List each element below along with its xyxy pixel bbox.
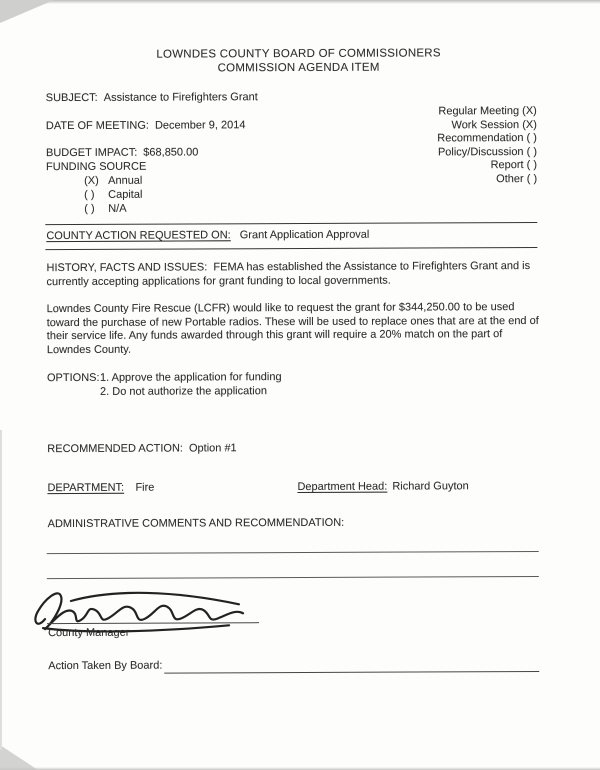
funding-option-na xyxy=(84,203,126,217)
county-action-label: COUNTY ACTION REQUESTED ON: xyxy=(46,229,231,243)
comment-line-1 xyxy=(47,551,539,554)
divider-line-bottom xyxy=(45,247,537,250)
budget-label: BUDGET IMPACT: xyxy=(45,146,138,160)
action-taken-label: Action Taken By Board: xyxy=(48,659,163,673)
funding-na-checkbox: ( ) xyxy=(84,202,95,215)
divider-line-top xyxy=(45,222,537,225)
option-2: 2. Do not authorize the application xyxy=(99,384,268,398)
department-head-group xyxy=(297,480,468,494)
funding-capital-checkbox: ( ) xyxy=(84,188,95,201)
options-label: OPTIONS: xyxy=(46,371,100,385)
department-label: DEPARTMENT: xyxy=(47,481,125,495)
option-1: 1. Approve the application for funding xyxy=(99,371,282,384)
meeting-type-recommendation: Recommendation ( ) xyxy=(437,131,537,145)
meeting-type-regular: Regular Meeting (X) xyxy=(438,104,537,118)
title-line-2: COMMISSION AGENDA ITEM xyxy=(217,61,380,75)
admin-comments-label: ADMINISTRATIVE COMMENTS AND RECOMMENDATION: xyxy=(47,516,345,531)
department-head-value: Richard Guyton xyxy=(392,480,469,493)
department-head-label: Department Head: xyxy=(297,480,388,494)
history-paragraph-1: HISTORY, FACTS AND ISSUES: FEMA has established the Assistance to Firefighters Grant and is currently accepting applications for grant funding to local governments. xyxy=(46,259,534,288)
subject-row xyxy=(46,91,258,105)
meeting-type-other: Other ( ) xyxy=(496,172,538,185)
county-action-row xyxy=(46,229,369,244)
document-title xyxy=(0,46,599,77)
title-line-1: LOWNDES COUNTY BOARD OF COMMISSIONERS xyxy=(156,47,441,61)
funding-annual-label: Annual xyxy=(108,174,143,187)
funding-source-label: FUNDING SOURCE xyxy=(46,160,147,174)
department-row xyxy=(0,480,600,497)
department-value: Fire xyxy=(135,481,155,494)
subject-label: SUBJECT: xyxy=(45,91,98,105)
options-row xyxy=(47,371,282,399)
date-row xyxy=(46,119,246,133)
options-list xyxy=(100,371,282,399)
meeting-type-policy-discussion: Policy/Discussion ( ) xyxy=(437,145,538,158)
county-manager-title: County Manager xyxy=(48,626,130,640)
history-paragraph-2: Lowndes County Fire Rescue (LCFR) would like to request the grant for $344,250.00 to be used toward the purchase of new Portable radios. These will be used to replace ones that are at the end of their service life. Any funds awarded through this grant will require a 20% match on the part of Lowndes County. xyxy=(46,301,542,356)
date-value: December 9, 2014 xyxy=(154,119,246,132)
funding-na-label: N/A xyxy=(108,202,127,215)
meeting-type-report: Report ( ) xyxy=(490,158,538,172)
county-action-value: Grant Application Approval xyxy=(239,228,370,242)
funding-capital-label: Capital xyxy=(108,188,143,201)
meeting-type-work-session: Work Session (X) xyxy=(451,118,537,131)
funding-option-annual xyxy=(84,175,142,189)
budget-value: $68,850.00 xyxy=(143,146,199,159)
recommended-action-value: Option #1 xyxy=(188,442,237,455)
funding-option-capital xyxy=(84,189,142,203)
action-taken-blank-line xyxy=(164,658,539,673)
subject-value: Assistance to Firefighters Grant xyxy=(103,91,258,104)
action-taken-row xyxy=(48,658,539,674)
recommended-action-label: RECOMMENDED ACTION: xyxy=(47,442,183,456)
recommended-action-row xyxy=(47,442,236,456)
budget-row xyxy=(46,146,198,160)
funding-annual-checkbox: (X) xyxy=(84,174,99,187)
date-label: DATE OF MEETING: xyxy=(45,119,149,133)
meeting-type-checklist xyxy=(437,105,537,186)
